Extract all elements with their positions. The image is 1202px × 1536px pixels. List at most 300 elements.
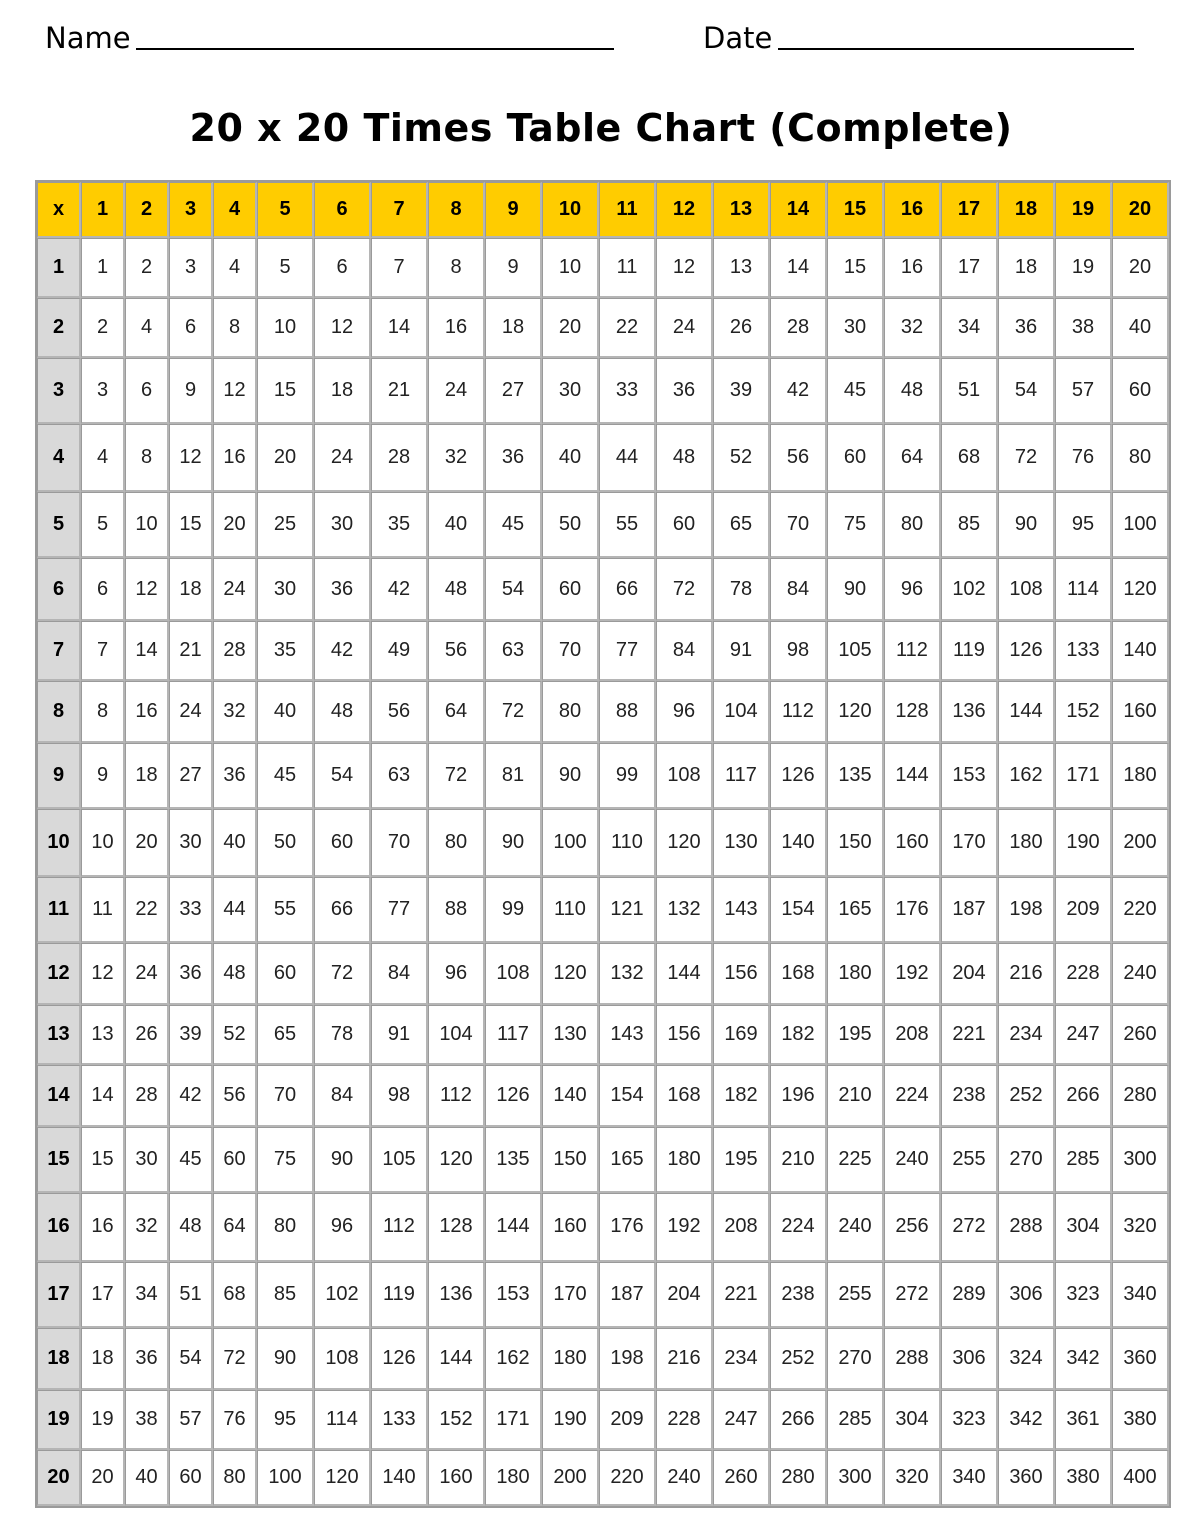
- product-cell: 136: [941, 681, 998, 743]
- product-cell: 280: [770, 1450, 827, 1506]
- product-cell: 285: [827, 1390, 884, 1450]
- table-row: [37, 681, 1169, 743]
- row-header: 6: [37, 558, 81, 620]
- row-header: 4: [37, 424, 81, 492]
- product-cell: 70: [770, 492, 827, 558]
- product-cell: 60: [542, 558, 599, 620]
- product-cell: 32: [884, 298, 941, 358]
- row-header: 7: [37, 621, 81, 681]
- product-cell: 55: [257, 877, 314, 943]
- product-cell: 24: [428, 358, 485, 424]
- product-cell: 240: [1112, 943, 1169, 1005]
- product-cell: 340: [941, 1450, 998, 1506]
- table-row: [37, 424, 1169, 492]
- product-cell: 150: [542, 1127, 599, 1193]
- product-cell: 14: [371, 298, 428, 358]
- product-cell: 225: [827, 1127, 884, 1193]
- row-header: 8: [37, 681, 81, 743]
- product-cell: 84: [656, 621, 713, 681]
- product-cell: 238: [941, 1065, 998, 1127]
- product-cell: 18: [169, 558, 213, 620]
- row-header: 19: [37, 1390, 81, 1450]
- row-header: 5: [37, 492, 81, 558]
- product-cell: 204: [656, 1262, 713, 1328]
- product-cell: 78: [713, 558, 770, 620]
- product-cell: 126: [371, 1328, 428, 1390]
- product-cell: 135: [827, 743, 884, 809]
- product-cell: 68: [213, 1262, 257, 1328]
- name-field-line[interactable]: [136, 48, 614, 50]
- product-cell: 192: [884, 943, 941, 1005]
- product-cell: 66: [599, 558, 656, 620]
- row-header: 15: [37, 1127, 81, 1193]
- product-cell: 126: [485, 1065, 542, 1127]
- product-cell: 48: [428, 558, 485, 620]
- product-cell: 60: [656, 492, 713, 558]
- product-cell: 30: [542, 358, 599, 424]
- product-cell: 91: [371, 1005, 428, 1065]
- product-cell: 112: [884, 621, 941, 681]
- product-cell: 19: [81, 1390, 125, 1450]
- product-cell: 165: [599, 1127, 656, 1193]
- product-cell: 342: [998, 1390, 1055, 1450]
- product-cell: 342: [1055, 1328, 1112, 1390]
- product-cell: 256: [884, 1193, 941, 1261]
- product-cell: 228: [656, 1390, 713, 1450]
- product-cell: 42: [770, 358, 827, 424]
- product-cell: 300: [827, 1450, 884, 1506]
- product-cell: 228: [1055, 943, 1112, 1005]
- product-cell: 9: [169, 358, 213, 424]
- product-cell: 255: [941, 1127, 998, 1193]
- product-cell: 180: [542, 1328, 599, 1390]
- product-cell: 300: [1112, 1127, 1169, 1193]
- table-row: [37, 1193, 1169, 1261]
- column-header: 7: [371, 182, 428, 238]
- product-cell: 70: [371, 809, 428, 877]
- product-cell: 224: [884, 1065, 941, 1127]
- row-header: 10: [37, 809, 81, 877]
- product-cell: 288: [884, 1328, 941, 1390]
- column-header: 20: [1112, 182, 1169, 238]
- product-cell: 34: [125, 1262, 169, 1328]
- product-cell: 102: [314, 1262, 371, 1328]
- product-cell: 3: [81, 358, 125, 424]
- product-cell: 168: [656, 1065, 713, 1127]
- column-header: 16: [884, 182, 941, 238]
- product-cell: 56: [428, 621, 485, 681]
- product-cell: 170: [542, 1262, 599, 1328]
- product-cell: 128: [428, 1193, 485, 1261]
- product-cell: 18: [81, 1328, 125, 1390]
- table-row: [37, 358, 1169, 424]
- product-cell: 180: [485, 1450, 542, 1506]
- product-cell: 76: [1055, 424, 1112, 492]
- product-cell: 182: [713, 1065, 770, 1127]
- product-cell: 224: [770, 1193, 827, 1261]
- product-cell: 153: [941, 743, 998, 809]
- product-cell: 91: [713, 621, 770, 681]
- product-cell: 88: [428, 877, 485, 943]
- product-cell: 110: [599, 809, 656, 877]
- product-cell: 140: [1112, 621, 1169, 681]
- column-header: 15: [827, 182, 884, 238]
- product-cell: 8: [125, 424, 169, 492]
- product-cell: 136: [428, 1262, 485, 1328]
- product-cell: 54: [314, 743, 371, 809]
- table-row: [37, 1390, 1169, 1450]
- product-cell: 238: [770, 1262, 827, 1328]
- product-cell: 360: [998, 1450, 1055, 1506]
- product-cell: 102: [941, 558, 998, 620]
- product-cell: 16: [125, 681, 169, 743]
- product-cell: 240: [656, 1450, 713, 1506]
- product-cell: 100: [542, 809, 599, 877]
- table-row: [37, 877, 1169, 943]
- product-cell: 6: [125, 358, 169, 424]
- product-cell: 63: [371, 743, 428, 809]
- product-cell: 49: [371, 621, 428, 681]
- product-cell: 170: [941, 809, 998, 877]
- product-cell: 11: [599, 238, 656, 298]
- product-cell: 45: [827, 358, 884, 424]
- product-cell: 8: [213, 298, 257, 358]
- table-row: [37, 558, 1169, 620]
- column-header: 19: [1055, 182, 1112, 238]
- product-cell: 16: [81, 1193, 125, 1261]
- product-cell: 9: [485, 238, 542, 298]
- product-cell: 154: [599, 1065, 656, 1127]
- product-cell: 16: [213, 424, 257, 492]
- product-cell: 144: [428, 1328, 485, 1390]
- product-cell: 28: [371, 424, 428, 492]
- product-cell: 260: [713, 1450, 770, 1506]
- row-header: 20: [37, 1450, 81, 1506]
- product-cell: 20: [542, 298, 599, 358]
- product-cell: 10: [542, 238, 599, 298]
- product-cell: 154: [770, 877, 827, 943]
- product-cell: 2: [81, 298, 125, 358]
- product-cell: 70: [257, 1065, 314, 1127]
- product-cell: 80: [1112, 424, 1169, 492]
- product-cell: 42: [169, 1065, 213, 1127]
- column-header: 5: [257, 182, 314, 238]
- product-cell: 40: [428, 492, 485, 558]
- row-header: 13: [37, 1005, 81, 1065]
- product-cell: 12: [213, 358, 257, 424]
- product-cell: 165: [827, 877, 884, 943]
- product-cell: 15: [81, 1127, 125, 1193]
- product-cell: 112: [371, 1193, 428, 1261]
- product-cell: 160: [884, 809, 941, 877]
- product-cell: 54: [169, 1328, 213, 1390]
- product-cell: 104: [428, 1005, 485, 1065]
- product-cell: 20: [125, 809, 169, 877]
- product-cell: 25: [257, 492, 314, 558]
- product-cell: 75: [257, 1127, 314, 1193]
- product-cell: 160: [428, 1450, 485, 1506]
- product-cell: 27: [485, 358, 542, 424]
- product-cell: 28: [213, 621, 257, 681]
- product-cell: 48: [884, 358, 941, 424]
- product-cell: 252: [770, 1328, 827, 1390]
- product-cell: 80: [257, 1193, 314, 1261]
- product-cell: 361: [1055, 1390, 1112, 1450]
- product-cell: 14: [770, 238, 827, 298]
- product-cell: 288: [998, 1193, 1055, 1261]
- product-cell: 105: [827, 621, 884, 681]
- product-cell: 51: [941, 358, 998, 424]
- product-cell: 140: [770, 809, 827, 877]
- product-cell: 6: [81, 558, 125, 620]
- product-cell: 4: [81, 424, 125, 492]
- product-cell: 66: [314, 877, 371, 943]
- product-cell: 81: [485, 743, 542, 809]
- product-cell: 19: [1055, 238, 1112, 298]
- product-cell: 120: [314, 1450, 371, 1506]
- product-cell: 112: [428, 1065, 485, 1127]
- product-cell: 15: [827, 238, 884, 298]
- product-cell: 110: [542, 877, 599, 943]
- product-cell: 99: [485, 877, 542, 943]
- row-header: 2: [37, 298, 81, 358]
- product-cell: 85: [257, 1262, 314, 1328]
- product-cell: 180: [827, 943, 884, 1005]
- product-cell: 60: [169, 1450, 213, 1506]
- product-cell: 90: [485, 809, 542, 877]
- product-cell: 44: [599, 424, 656, 492]
- product-cell: 9: [81, 743, 125, 809]
- product-cell: 44: [213, 877, 257, 943]
- product-cell: 171: [1055, 743, 1112, 809]
- product-cell: 182: [770, 1005, 827, 1065]
- column-header: 14: [770, 182, 827, 238]
- product-cell: 90: [257, 1328, 314, 1390]
- product-cell: 114: [1055, 558, 1112, 620]
- product-cell: 72: [213, 1328, 257, 1390]
- product-cell: 36: [656, 358, 713, 424]
- product-cell: 143: [713, 877, 770, 943]
- product-cell: 247: [713, 1390, 770, 1450]
- product-cell: 72: [314, 943, 371, 1005]
- product-cell: 306: [998, 1262, 1055, 1328]
- product-cell: 190: [1055, 809, 1112, 877]
- product-cell: 6: [314, 238, 371, 298]
- product-cell: 88: [599, 681, 656, 743]
- product-cell: 80: [213, 1450, 257, 1506]
- product-cell: 196: [770, 1065, 827, 1127]
- product-cell: 108: [656, 743, 713, 809]
- product-cell: 10: [81, 809, 125, 877]
- product-cell: 1: [81, 238, 125, 298]
- product-cell: 266: [1055, 1065, 1112, 1127]
- product-cell: 200: [542, 1450, 599, 1506]
- product-cell: 57: [1055, 358, 1112, 424]
- product-cell: 60: [1112, 358, 1169, 424]
- product-cell: 120: [827, 681, 884, 743]
- product-cell: 8: [81, 681, 125, 743]
- product-cell: 40: [125, 1450, 169, 1506]
- product-cell: 3: [169, 238, 213, 298]
- table-row: [37, 1005, 1169, 1065]
- column-header: 12: [656, 182, 713, 238]
- product-cell: 76: [213, 1390, 257, 1450]
- date-field-line[interactable]: [778, 48, 1134, 50]
- table-row: [37, 1065, 1169, 1127]
- product-cell: 38: [1055, 298, 1112, 358]
- product-cell: 54: [998, 358, 1055, 424]
- product-cell: 17: [81, 1262, 125, 1328]
- table-row: [37, 621, 1169, 681]
- product-cell: 28: [125, 1065, 169, 1127]
- product-cell: 306: [941, 1328, 998, 1390]
- product-cell: 33: [599, 358, 656, 424]
- product-cell: 33: [169, 877, 213, 943]
- product-cell: 168: [770, 943, 827, 1005]
- product-cell: 20: [1112, 238, 1169, 298]
- product-cell: 52: [213, 1005, 257, 1065]
- column-header: 18: [998, 182, 1055, 238]
- product-cell: 84: [314, 1065, 371, 1127]
- product-cell: 17: [941, 238, 998, 298]
- product-cell: 28: [770, 298, 827, 358]
- product-cell: 60: [213, 1127, 257, 1193]
- product-cell: 247: [1055, 1005, 1112, 1065]
- product-cell: 8: [428, 238, 485, 298]
- product-cell: 320: [1112, 1193, 1169, 1261]
- product-cell: 90: [998, 492, 1055, 558]
- table-row: [37, 809, 1169, 877]
- product-cell: 48: [169, 1193, 213, 1261]
- product-cell: 64: [428, 681, 485, 743]
- product-cell: 176: [884, 877, 941, 943]
- row-header: 11: [37, 877, 81, 943]
- product-cell: 171: [485, 1390, 542, 1450]
- product-cell: 5: [81, 492, 125, 558]
- product-cell: 195: [827, 1005, 884, 1065]
- product-cell: 72: [656, 558, 713, 620]
- column-header: 2: [125, 182, 169, 238]
- product-cell: 221: [713, 1262, 770, 1328]
- product-cell: 187: [941, 877, 998, 943]
- product-cell: 10: [257, 298, 314, 358]
- product-cell: 180: [1112, 743, 1169, 809]
- product-cell: 98: [770, 621, 827, 681]
- product-cell: 42: [314, 621, 371, 681]
- product-cell: 80: [542, 681, 599, 743]
- product-cell: 39: [169, 1005, 213, 1065]
- product-cell: 380: [1112, 1390, 1169, 1450]
- column-header: 1: [81, 182, 125, 238]
- column-header: 11: [599, 182, 656, 238]
- product-cell: 120: [428, 1127, 485, 1193]
- product-cell: 132: [599, 943, 656, 1005]
- product-cell: 400: [1112, 1450, 1169, 1506]
- product-cell: 96: [656, 681, 713, 743]
- column-header: 4: [213, 182, 257, 238]
- product-cell: 40: [257, 681, 314, 743]
- product-cell: 12: [656, 238, 713, 298]
- product-cell: 36: [998, 298, 1055, 358]
- product-cell: 50: [257, 809, 314, 877]
- product-cell: 272: [941, 1193, 998, 1261]
- product-cell: 77: [371, 877, 428, 943]
- product-cell: 130: [713, 809, 770, 877]
- product-cell: 32: [213, 681, 257, 743]
- product-cell: 32: [428, 424, 485, 492]
- product-cell: 56: [770, 424, 827, 492]
- product-cell: 208: [713, 1193, 770, 1261]
- column-header: 17: [941, 182, 998, 238]
- product-cell: 72: [428, 743, 485, 809]
- product-cell: 192: [656, 1193, 713, 1261]
- product-cell: 160: [1112, 681, 1169, 743]
- product-cell: 270: [827, 1328, 884, 1390]
- column-header: 6: [314, 182, 371, 238]
- product-cell: 320: [884, 1450, 941, 1506]
- product-cell: 36: [213, 743, 257, 809]
- row-header: 18: [37, 1328, 81, 1390]
- product-cell: 70: [542, 621, 599, 681]
- product-cell: 18: [998, 238, 1055, 298]
- product-cell: 52: [713, 424, 770, 492]
- product-cell: 26: [125, 1005, 169, 1065]
- product-cell: 380: [1055, 1450, 1112, 1506]
- product-cell: 85: [941, 492, 998, 558]
- table-header-row: [37, 182, 1169, 238]
- product-cell: 153: [485, 1262, 542, 1328]
- product-cell: 108: [314, 1328, 371, 1390]
- product-cell: 156: [656, 1005, 713, 1065]
- product-cell: 95: [1055, 492, 1112, 558]
- column-header: 13: [713, 182, 770, 238]
- product-cell: 14: [125, 621, 169, 681]
- product-cell: 126: [998, 621, 1055, 681]
- product-cell: 144: [485, 1193, 542, 1261]
- product-cell: 64: [213, 1193, 257, 1261]
- product-cell: 15: [169, 492, 213, 558]
- product-cell: 24: [169, 681, 213, 743]
- product-cell: 98: [371, 1065, 428, 1127]
- column-header: 3: [169, 182, 213, 238]
- product-cell: 210: [827, 1065, 884, 1127]
- product-cell: 240: [884, 1127, 941, 1193]
- product-cell: 57: [169, 1390, 213, 1450]
- product-cell: 6: [169, 298, 213, 358]
- times-table: [35, 180, 1171, 1508]
- product-cell: 255: [827, 1262, 884, 1328]
- table-row: [37, 1127, 1169, 1193]
- product-cell: 35: [371, 492, 428, 558]
- product-cell: 140: [542, 1065, 599, 1127]
- row-header: 9: [37, 743, 81, 809]
- product-cell: 7: [81, 621, 125, 681]
- product-cell: 36: [314, 558, 371, 620]
- product-cell: 285: [1055, 1127, 1112, 1193]
- product-cell: 152: [1055, 681, 1112, 743]
- product-cell: 323: [941, 1390, 998, 1450]
- product-cell: 80: [884, 492, 941, 558]
- product-cell: 266: [770, 1390, 827, 1450]
- product-cell: 95: [257, 1390, 314, 1450]
- product-cell: 24: [125, 943, 169, 1005]
- product-cell: 100: [257, 1450, 314, 1506]
- product-cell: 84: [371, 943, 428, 1005]
- product-cell: 42: [371, 558, 428, 620]
- product-cell: 26: [713, 298, 770, 358]
- product-cell: 220: [1112, 877, 1169, 943]
- product-cell: 30: [314, 492, 371, 558]
